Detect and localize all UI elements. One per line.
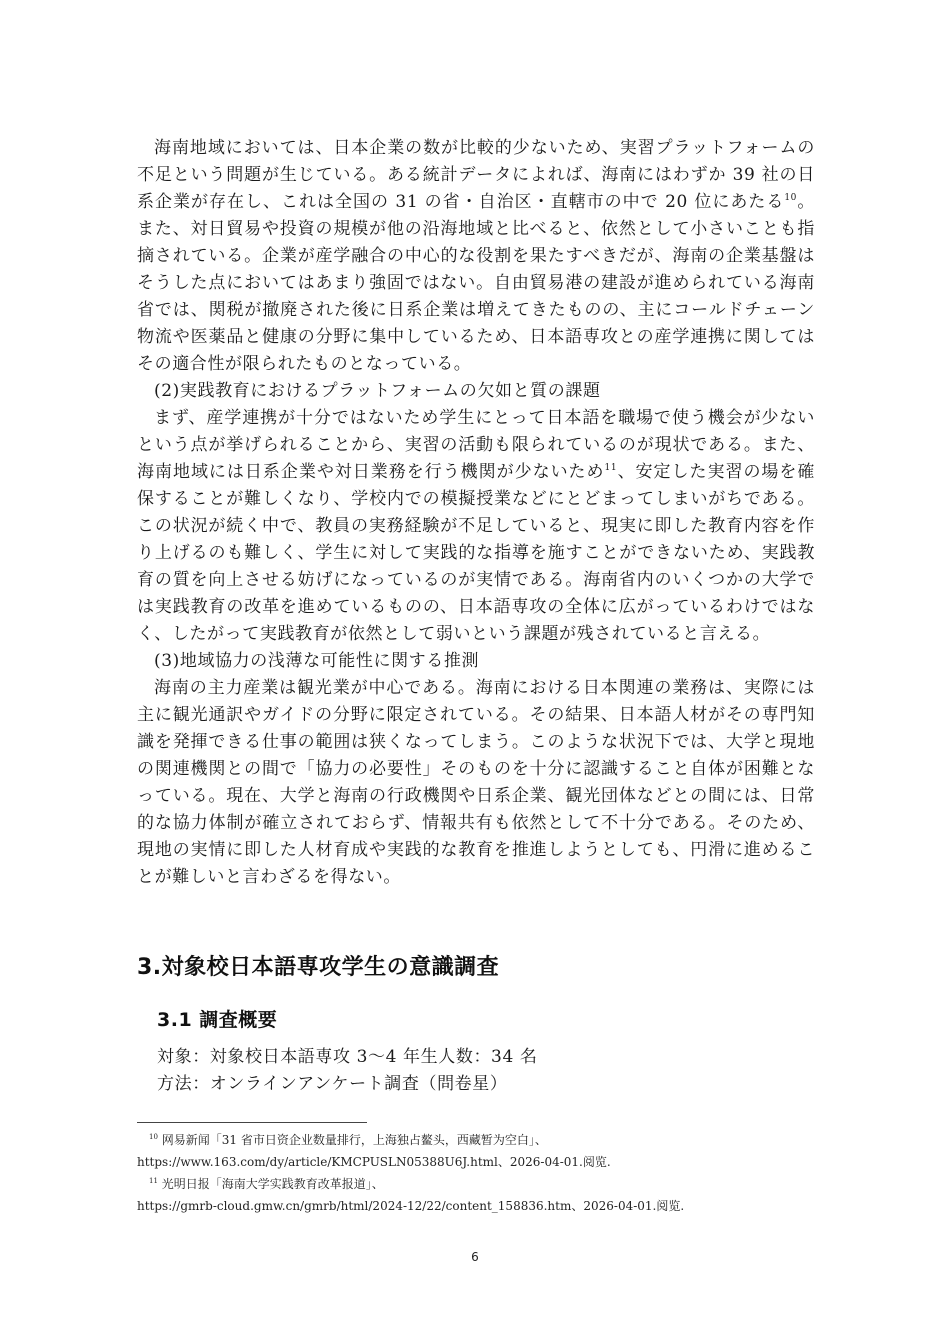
paragraph-text: まず、産学連携が十分ではないため学生にとって日本語を職場で使う機会が少ないという点が挙げられることから、実習の活動も限られているのが現状である。また、海南地域には日系企業や対日業務を行う機関が少ないため xyxy=(137,408,815,482)
footnote-10 xyxy=(137,1129,817,1151)
footnote-ref-11[interactable]: 11 xyxy=(604,463,618,473)
subheading-practice-platform: (2)実践教育におけるプラットフォームの欠如と質の課題 xyxy=(154,381,601,401)
paragraph-text: 、安定した実習の場を確保することが難しくなり、学校内での模擬授業などにとどまってしまいがちである。この状況が続く中で、教員の実務経験が不足していると、現実に即した教育内容を作り上げるのも難しく、学生に対して実践的な指導を施すことができないため、実践教育の質を向上させる妨げになっているのが実情である。海南省内のいくつかの大学では実践教育の改革を進めているものの、日本語専攻の全体に広がっているわけではなく、したがって実践教育が依然として弱いという課題が残されていると言える。 xyxy=(137,462,815,644)
paragraph-text: 。また、対日貿易や投資の規模が他の沿海地域と比べると、依然として小さいことも指摘されている。企業が産学融合の中心的な役割を果たすべきだが、海南の企業基盤はそうした点においてはあまり強固ではない。自由貿易港の建設が進められている海南省では、関税が撤廃された後に日系企業は増えてきたものの、主にコールドチェーン物流や医薬品と健康の分野に集中しているため、日本語専攻との産学連携に関してはその適合性が限られたものとなっている。 xyxy=(137,192,815,374)
paragraph-text: 海南地域においては、日本企業の数が比較的少ないため、実習プラットフォームの不足という問題が生じている。ある統計データによれば、海南にはわずか 39 社の日系企業が存在し、これは全国の 31 の省・自治区・直轄市の中で 20 位にあたる xyxy=(137,138,815,212)
footnote-text: 网易新闻「31 省市日资企业数量排行，上海独占鳌头，西藏暂为空白」、 xyxy=(157,1133,547,1147)
footnote-ref-10[interactable]: 10 xyxy=(784,193,797,203)
footnote-text: 光明日报「海南大学实践教育改革报道」、 xyxy=(157,1177,384,1191)
paragraph-regional-cooperation: 海南の主力産業は観光業が中心である。海南における日本関連の業務は、実際には主に観光通訳やガイドの分野に限定されている。その結果、日本語人材がその専門知識を発揮できる仕事の範囲は狭くなってしまう。このような状況下では、大学と現地の関連機関との間で「協力の必要性」そのものを十分に認識すること自体が困難となっている。現在、大学と海南の行政機関や日系企業、観光団体などとの間には、日常的な協力体制が確立されておらず、情報共有も依然として不十分である。そのため、現地の実情に即した人材育成や実践的な教育を推進しようとしても、円滑に進めることが難しいと言わざるを得ない。 xyxy=(137,678,815,887)
survey-overview xyxy=(157,1044,537,1098)
section-heading-3-1: 3.1 調査概要 xyxy=(157,1009,278,1031)
footnote-11-url[interactable]: https://gmrb-cloud.gmw.cn/gmrb/html/2024-12/22/content_158836.htm、2026-04-01.阅览. xyxy=(137,1199,685,1213)
footnote-11 xyxy=(137,1173,817,1195)
survey-method-line: 方法：オンラインアンケート調査（問卷星） xyxy=(157,1074,508,1094)
section-heading-3: 3.対象校日本語専攻学生の意識調査 xyxy=(137,955,500,980)
subheading-regional-cooperation: (3)地域協力の浅薄な可能性に関する推測 xyxy=(154,651,480,671)
paragraph-enterprise-shortage xyxy=(137,135,815,378)
survey-target-line: 対象：対象校日本語専攻 3～4 年生人数：34 名 xyxy=(157,1047,538,1067)
body-text xyxy=(137,135,815,891)
paragraph-practice-education xyxy=(137,405,815,648)
page-number: 6 xyxy=(471,1250,479,1264)
footnote-divider xyxy=(137,1122,367,1123)
footnote-number: 10 xyxy=(149,1133,158,1141)
footnotes xyxy=(137,1129,817,1217)
footnote-number: 11 xyxy=(149,1177,158,1185)
footnote-10-url[interactable]: https://www.163.com/dy/article/KMCPUSLN05388U6J.html、2026-04-01.阅览. xyxy=(137,1155,611,1169)
